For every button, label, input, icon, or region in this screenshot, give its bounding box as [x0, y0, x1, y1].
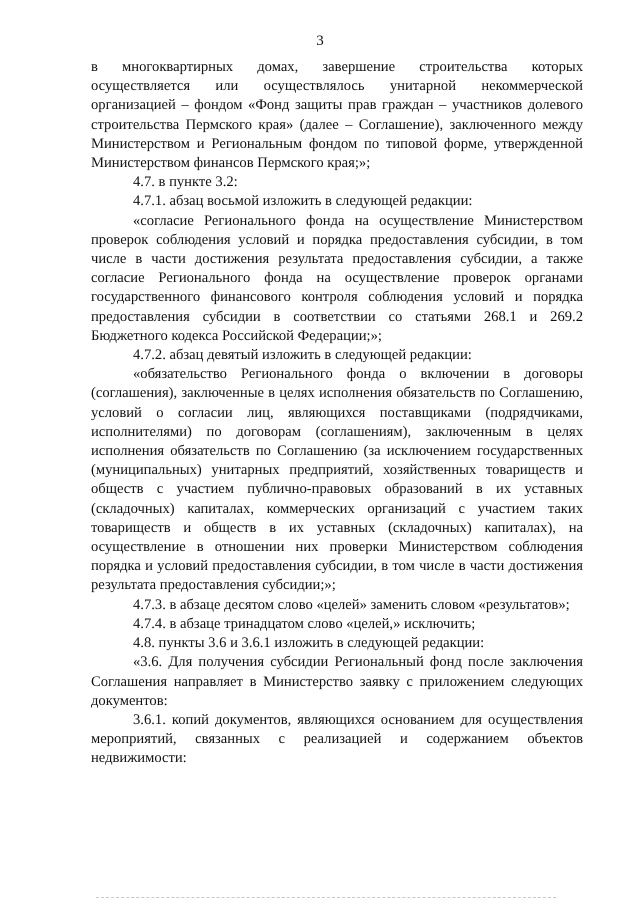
page-number: 3 — [316, 33, 324, 49]
paragraph: «обязательство Регионального фонда о включении в договоры (соглашения), заключенные в целях исполнения обязательств по Соглашению, условий о согласии лиц, являющихся поставщиками (подрядчиками, исполнителями) по договорам (соглашениям), заключенным в целях исполнения обязательств по Соглашению (за исключением государственных (муниципальных) унитарных предприятий, хозяйственных товариществ и обществ с участием публично-правовых образований в их уставных (складочных) капиталах, коммерческих организаций с участием таких товариществ и обществ в их уставных (складочных) капиталах), на осуществление в отношении них проверки Министерством соблюдения порядка и условий предоставления субсидии, в том числе в части достижения результата предоставления субсидии;»; — [91, 366, 583, 594]
paragraph: «3.6. Для получения субсидии Региональный фонд после заключения Соглашения направляет в Министерство заявку с приложением следующих документов: — [91, 654, 583, 709]
paragraph: 4.7. в пункте 3.2: — [133, 174, 238, 191]
paragraph: 4.8. пункты 3.6 и 3.6.1 изложить в следующей редакции: — [133, 635, 485, 652]
paragraph: 4.7.3. в абзаце десятом слово «целей» заменить словом «результатов»; — [133, 596, 570, 613]
document-body — [91, 58, 583, 769]
footer-rule — [96, 897, 556, 898]
paragraph: 3.6.1. копий документов, являющихся основанием для осуществления мероприятий, связанных с реализацией и содержанием объектов недвижимости: — [91, 711, 583, 767]
paragraph: 4.7.2. абзац девятый изложить в следующей редакции: — [133, 347, 472, 364]
paragraph: «согласие Регионального фонда на осуществление Министерством проверок соблюдения условий и порядка предоставления субсидии, в том числе в части достижения результата предоставления субсидии, а также согласие Регионального фонда на осуществление проверок органами государственного финансового контроля соблюдения условий и порядка предоставления субсидии в соответствии со статьями 268.1 и 269.2 Бюджетного кодекса Российской Федерации;»; — [91, 212, 583, 344]
paragraph: 4.7.4. в абзаце тринадцатом слово «целей,» исключить; — [133, 615, 476, 632]
paragraph: 4.7.1. абзац восьмой изложить в следующей редакции: — [133, 193, 473, 210]
paragraph: в многоквартирных домах, завершение строительства которых осуществляется или осуществлялось унитарной некоммерческой организацией – фондом «Фонд защиты прав граждан – участников долевого строительства Пермского края» (далее – Соглашение), заключенного между Министерством и Региональным фондом по типовой форме, утвержденной Министерством финансов Пермского края;»; — [91, 59, 583, 172]
